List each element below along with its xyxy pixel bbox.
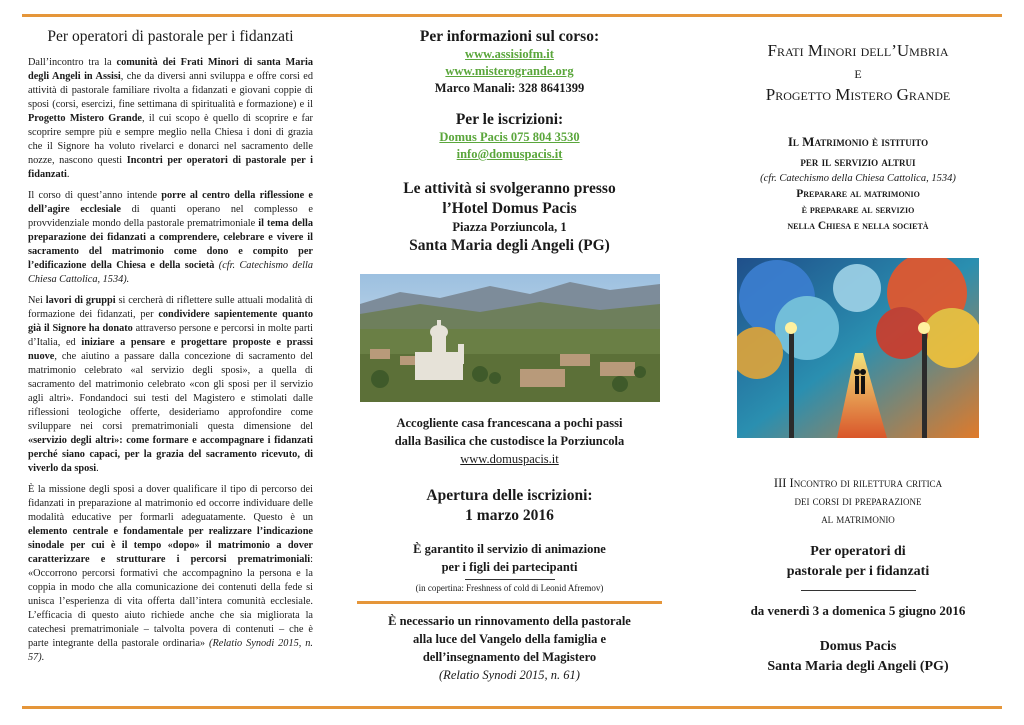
emphasis-text: porre al centro della riflessione e dell’agire ecclesiale bbox=[28, 190, 313, 215]
incontro-line2: dei corsi di preparazione bbox=[794, 494, 922, 508]
link-assisiofm[interactable]: www.assisiofm.it bbox=[465, 47, 554, 61]
emphasis-text: Progetto Mistero Grande bbox=[28, 113, 142, 124]
sub-line2: per il servizio altrui bbox=[800, 154, 916, 169]
opening-line2: 1 marzo 2016 bbox=[465, 507, 554, 524]
venue-line2: l’Hotel Domus Pacis bbox=[442, 200, 577, 217]
emphasis-text: condividere sapientemente quanto già il Signore ha donato bbox=[28, 309, 313, 334]
left-paragraph bbox=[28, 56, 313, 182]
panel-right bbox=[712, 18, 1004, 705]
left-body bbox=[28, 56, 313, 665]
caption-line1: Accogliente casa francescana a pochi passi bbox=[396, 416, 623, 430]
body-text: Il corso di quest’anno intende bbox=[28, 190, 162, 201]
incontro-line3: al matrimonio bbox=[821, 512, 895, 526]
cover-credit: (in copertina: Freshness of cold di Leonid Afremov) bbox=[415, 583, 604, 593]
link-domuspacis[interactable]: www.domuspacis.it bbox=[460, 452, 559, 466]
emphasis-text: «servizio degli altri»: come formare e accompagnare i fidanzati perché siano capaci, per la grazia del sacramento ricevuto, di viverlo da sposi bbox=[28, 435, 313, 474]
emphasis-text: il tema della preparazione dei fidanzati a comprendere, celebrare e vivere il sacramento del matrimonio come dono e compito per l’edificazione della Chiesa e della società bbox=[28, 218, 313, 271]
iscr-email-link[interactable]: info@domuspacis.it bbox=[456, 147, 563, 161]
middle-orange-separator bbox=[357, 601, 662, 604]
body-text: (cfr. Catechismo della Chiesa Cattolica, 1534). bbox=[28, 260, 313, 285]
body-text: , il cui scopo è quello di scoprire e far scoprire sempre più e sempre meglio nella Chiesa i doni di grazia che il Signore ha voluto rivelarci e donarci nel sacramento delle nozze, nascono questi bbox=[28, 113, 313, 166]
caption-line2: dalla Basilica che custodisce la Porziuncola bbox=[394, 434, 625, 448]
body-text: . bbox=[66, 169, 70, 180]
sub2-line1: Preparare al matrimonio bbox=[796, 188, 920, 200]
service-divider bbox=[465, 579, 555, 580]
body-text: : «Occorrono percorsi formativi che accompagnino la persona e la coppia in modo che alla comunicazione dei contenuti della fede si unisca l’esperienza di vita offerta dall’intera comunità ecclesiale. L’efficacia di questo aiuto richiede anche che sia migliorata la catechesi prematrimoniale – talvolta povera di contenuti – che è parte integrante della pastorale ordinaria» bbox=[28, 554, 313, 649]
basilica-photo bbox=[360, 274, 660, 402]
emphasis-text: comunità dei Frati Minori di santa Maria degli Angeli in Assisi bbox=[28, 57, 313, 82]
iscr-phone-link[interactable]: Domus Pacis 075 804 3530 bbox=[439, 130, 580, 144]
body-text: attraverso persone e percorsi in molte parti d’Italia, ed bbox=[28, 323, 313, 348]
body-text: È la missione degli sposi a dover qualificare il tipo di percorso dei fidanzati in preparazione al matrimonio ed occorre individuare delle modalità educative per formarli adeguatamente. Questo è un bbox=[28, 484, 313, 523]
service-line1: È garantito il servizio di animazione bbox=[413, 542, 606, 556]
info-heading: Per informazioni sul corso: bbox=[419, 28, 600, 45]
emphasis-text: lavori di gruppi bbox=[45, 295, 116, 306]
emphasis-text: Incontri per operatori di pastorale per i fidanzati bbox=[28, 155, 313, 180]
venue-city: Santa Maria degli Angeli (PG) bbox=[409, 237, 610, 254]
body-text: di quanti operano nel complesso e provvidenziale mondo della pastorale prematrimoniale bbox=[28, 204, 313, 229]
body-text: si cercherà di riflettere sulle attuali modalità di formazione dei fidanzati, per bbox=[28, 295, 313, 320]
top-orange-rule bbox=[22, 14, 1002, 17]
place-line1: Domus Pacis bbox=[819, 639, 897, 654]
panel-left bbox=[28, 18, 313, 705]
event-dates: da venerdì 3 a domenica 5 giugno 2016 bbox=[750, 603, 966, 618]
quote-line1: È necessario un rinnovamento della pastorale bbox=[388, 614, 631, 628]
cover-painting bbox=[737, 258, 979, 438]
venue-address: Piazza Porziuncola, 1 bbox=[452, 220, 567, 234]
sub-line1: Il Matrimonio è istituito bbox=[787, 134, 929, 149]
bottom-orange-rule bbox=[22, 706, 1002, 709]
sub2-line2: è preparare al servizio bbox=[801, 204, 915, 216]
link-misterogrande[interactable]: www.misterogrande.org bbox=[445, 64, 574, 78]
service-line2: per i figli dei partecipanti bbox=[441, 560, 578, 574]
body-text: . bbox=[96, 463, 99, 474]
operatori-line1: Per operatori di bbox=[810, 544, 906, 559]
venue-line1: Le attività si svolgeranno presso bbox=[403, 180, 616, 197]
cover-title-line1: Frati Minori dell’Umbria bbox=[767, 41, 949, 60]
emphasis-text: iniziare a pensare e progettare proposte e prassi nuove bbox=[28, 337, 314, 362]
body-text: Nei bbox=[28, 295, 46, 306]
contact-phone: Marco Manali: 328 8641399 bbox=[434, 81, 585, 95]
panel-middle bbox=[357, 18, 662, 705]
emphasis-text: elemento centrale e fondamentale per realizzare l’indicazione sinodale per cui è il tempo «dopo» il matrimonio a dover caratterizzare e strutturare i percorsi prematrimoniali bbox=[28, 526, 313, 565]
quote-ref: (Relatio Synodi 2015, n. 61) bbox=[439, 668, 580, 682]
quote-line3: dell’insegnamento del Magistero bbox=[422, 650, 597, 664]
left-paragraph bbox=[28, 483, 313, 665]
body-text: , che aiutino a passare dalla concezione di sacramento del matrimonio celebrato «al servizio degli sposi», a quella di sacramento del matrimonio celebrato «con gli sposi per il servizio agli altri». Fondandoci sui testi del Magistero e stimolati dalle riflessioni teologiche offerte, desideriamo approfondire come sviluppare nei corsi prematrimoniali questa dimensione del bbox=[28, 351, 313, 432]
operatori-divider bbox=[801, 590, 916, 591]
operatori-line2: pastorale per i fidanzati bbox=[786, 564, 930, 579]
left-paragraph bbox=[28, 294, 313, 476]
cfr-note: (cfr. Catechismo della Chiesa Cattolica, 1534) bbox=[760, 173, 956, 184]
body-text: , che da diversi anni sviluppa e offre corsi ed attività di pastorale familiare rivolta a fidanzati e giovani coppie di sposi (corsi, esercizi, fine settimana di spiritualità e formazione) e il bbox=[28, 71, 313, 110]
incontro-line1: III Incontro di rilettura critica bbox=[773, 476, 943, 490]
cover-title-line3: Progetto Mistero Grande bbox=[765, 85, 951, 104]
opening-line1: Apertura delle iscrizioni: bbox=[426, 487, 593, 504]
left-heading: Per operatori di pastorale per i fidanzati bbox=[47, 28, 294, 45]
left-paragraph bbox=[28, 189, 313, 287]
place-line2: Santa Maria degli Angeli (PG) bbox=[767, 659, 949, 674]
iscr-heading: Per le iscrizioni: bbox=[455, 111, 564, 128]
cover-title-line2: e bbox=[854, 63, 862, 82]
sub2-line3: nella Chiesa e nella società bbox=[787, 220, 929, 232]
body-text: Dall’incontro tra la bbox=[28, 57, 117, 68]
body-text: (Relatio Synodi 2015, n. 57). bbox=[28, 638, 313, 663]
quote-line2: alla luce del Vangelo della famiglia e bbox=[412, 632, 607, 646]
